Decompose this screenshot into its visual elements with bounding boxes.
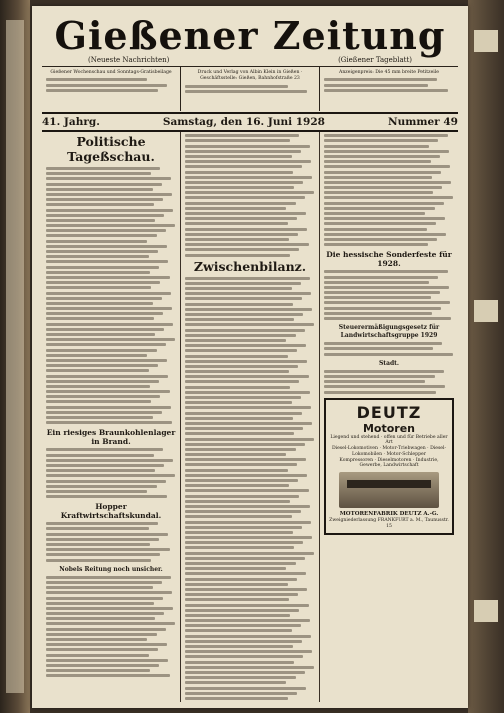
engine-illustration [339, 472, 439, 508]
column-1 [42, 132, 180, 702]
headline-stadt: Stadt. [378, 359, 400, 367]
info-text: Druck und Verlag von Albin Klein in Gießen · Geschäftsstelle: Gießen, Bahnhofstraße 23 [197, 70, 303, 82]
column-3 [319, 132, 458, 702]
headline-sonderfeste: Die hessische Sonderfeste für 1928. [326, 250, 452, 269]
article-text [324, 270, 454, 320]
ad-footer-address: Zweigniederlassung FRANKFURT a. M., Taunusstr. 15 [329, 518, 449, 530]
masthead-left-subtitle: (Neueste Nachrichten) [88, 56, 170, 64]
date-bar [42, 112, 458, 132]
ad-text-2: Kompressoren · Dieselmotoren · Industrie, Gewerbe, Landwirtschaft [339, 457, 439, 469]
columns [42, 132, 458, 702]
binding-label [474, 300, 498, 322]
left-binding-strip [6, 20, 24, 693]
headline-politik: Politische Tageßschau. [67, 134, 155, 164]
article-text [46, 167, 176, 424]
info-right [319, 67, 458, 111]
info-center [180, 67, 319, 111]
article-text [46, 448, 176, 498]
article-text [324, 342, 454, 355]
left-binding [0, 0, 30, 713]
binding-label [474, 600, 498, 622]
info-text: Gießener Wochenschau und Sonntags-Gratisbeilage [50, 70, 172, 75]
article-text [185, 277, 315, 702]
ad-list: Diesel-Lokomotiven · Motor-Triebwagen · Diesel-Lokomobilen · Motor-Schlepper [331, 446, 447, 457]
info-bar [42, 66, 458, 111]
issue-date: Samstag, den 16. Juni 1928 [162, 116, 325, 128]
headline-hopper: Hopper Kraftwirtschaftskundal. [60, 502, 162, 521]
info-text: Anzeigenpreis: Die 45 mm breite Petitzeile [339, 70, 439, 75]
ad-text: Liegend und stehend · offen und für Betriebe aller Art [330, 434, 448, 446]
article-text [46, 576, 176, 678]
headline-nobile: Nobels Reitung noch unsicher. [59, 565, 163, 573]
info-left [42, 67, 180, 111]
newspaper-page [32, 6, 468, 708]
issue-number: Nummer 49 [388, 116, 458, 128]
year-label: 41. Jahrg. [42, 116, 100, 128]
ad-brand: DEUTZ [356, 402, 422, 422]
newspaper-title: Gießener Zeitung [54, 13, 446, 58]
masthead-right-subtitle: (Gießener Tageblatt) [338, 56, 412, 64]
deutz-advertisement [324, 398, 454, 535]
headline-braunkohle: Ein riesiges Braunkohlenlager in Brand. [46, 428, 176, 447]
article-text [324, 134, 454, 246]
article-text [185, 134, 315, 256]
article-text [46, 522, 176, 561]
column-2 [180, 132, 319, 702]
article-text [324, 370, 454, 394]
masthead [42, 14, 458, 64]
headline-steuer: Steuerermäßigungsgesetz für Landwirtschaftsgruppe 1929 [338, 324, 440, 339]
right-binding [468, 0, 504, 713]
ad-footer: MOTORENFABRIK DEUTZ A.-G. [339, 511, 439, 518]
binding-label [474, 30, 498, 52]
headline-zwischenbilanz: Zwischenbilanz. [193, 258, 307, 274]
ad-product: Motoren [362, 421, 416, 435]
